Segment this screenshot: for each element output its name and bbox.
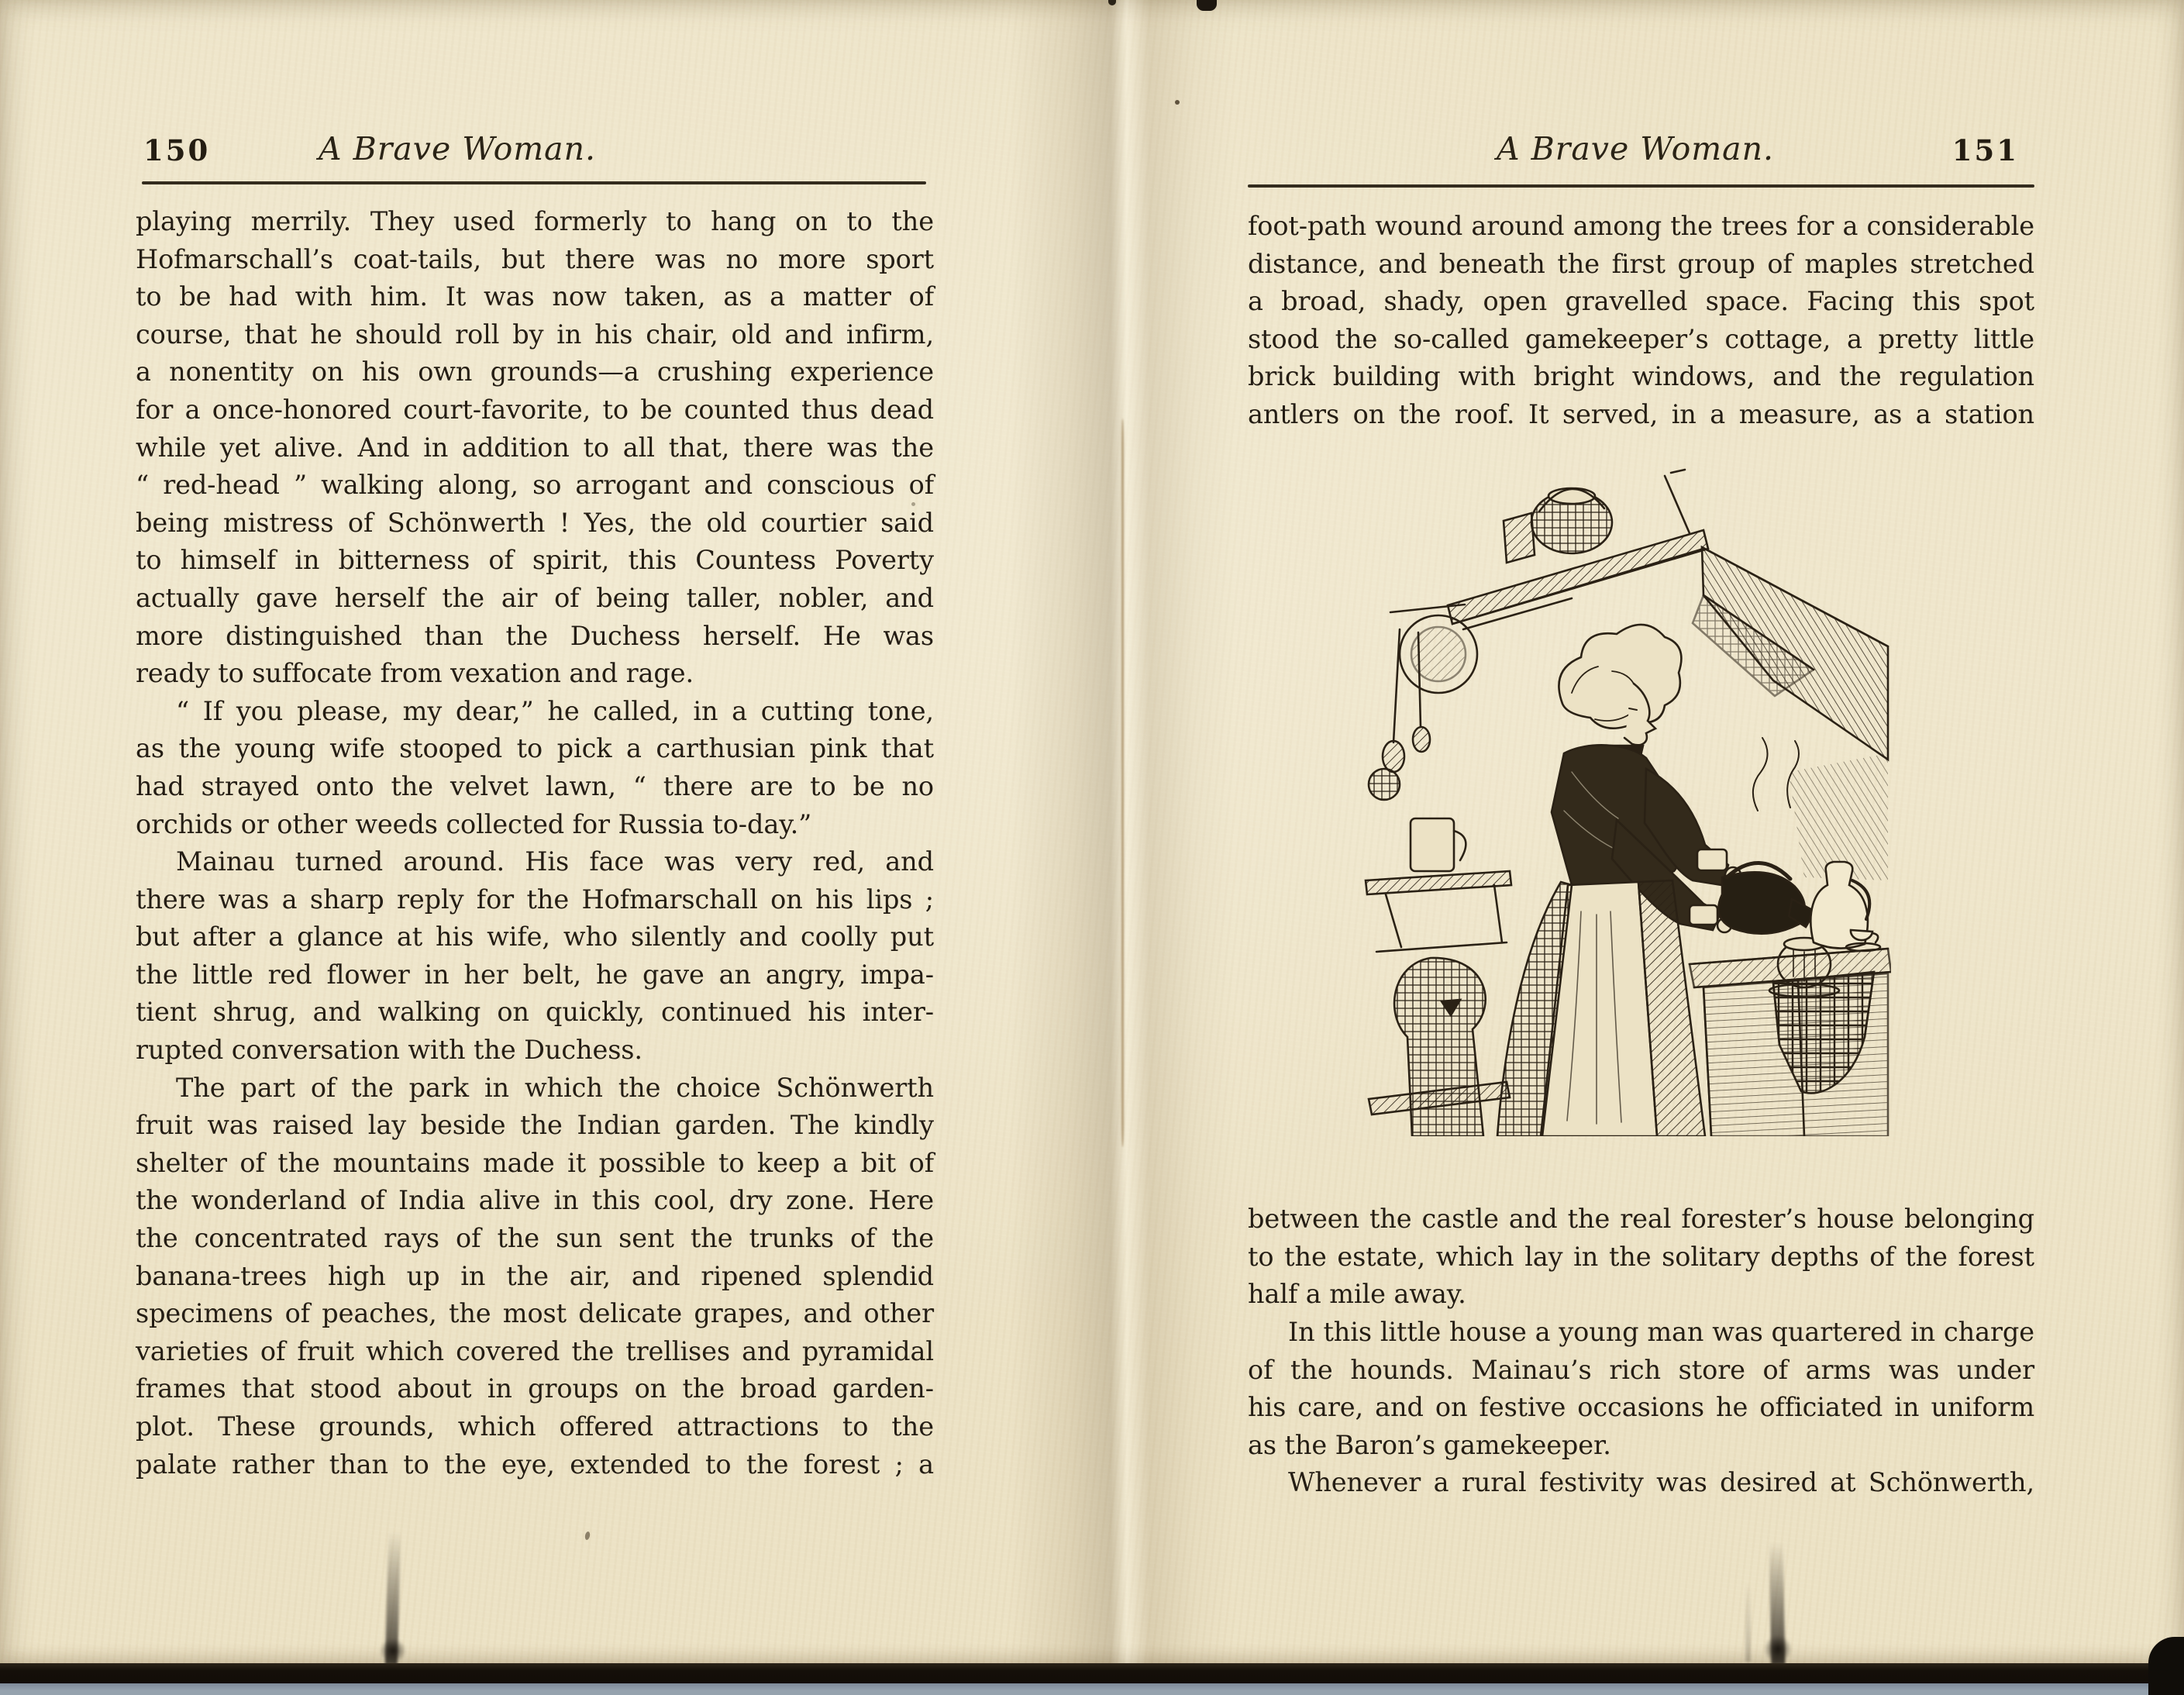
- text-line: palate rather than to the eye, extended to the forest ; a: [136, 1449, 934, 1480]
- header-rule-left: [142, 181, 926, 184]
- text-line: but after a glance at his wife, who silently and coolly put: [136, 922, 934, 953]
- ink-smudge-right-faint: [1745, 1581, 1751, 1662]
- text-line: In this little house a young man was quartered in charge: [1288, 1316, 2034, 1347]
- text-line: fruit was raised lay beside the Indian garden. The kindly: [136, 1110, 934, 1141]
- text-line: banana-trees high up in the air, and ripened splendid: [136, 1260, 934, 1291]
- scanner-background-strip: [0, 1683, 2184, 1695]
- header-rule-right: [1248, 184, 2034, 188]
- text-line: foot-path wound around among the trees for a considerable: [1248, 211, 2034, 241]
- ink-smudge-left-blob: [380, 1638, 406, 1663]
- text-line: for a once-honored court-favorite, to be counted thus dead: [136, 394, 934, 425]
- paragraph: [1248, 1314, 2034, 1464]
- gutter-top-nick: [1197, 0, 1217, 11]
- text-line: being mistress of Schönwerth ! Yes, the old courtier said: [136, 507, 934, 538]
- right-page-text: [1248, 208, 2034, 1502]
- text-line: as the Baron’s gamekeeper.: [1248, 1429, 1611, 1460]
- left-page: [136, 0, 934, 1665]
- right-page: [1248, 0, 2034, 1665]
- text-line: rupted conversation with the Duchess.: [136, 1035, 642, 1066]
- bottom-right-corner-shadow: [2148, 1637, 2184, 1695]
- text-line: to be had with him. It was now taken, as a matter of: [136, 281, 934, 312]
- paragraph: [136, 693, 934, 843]
- text-line: varieties of fruit which covered the trellises and pyramidal: [136, 1335, 934, 1366]
- text-line: as the young wife stooped to pick a carthusian pink that: [136, 733, 934, 764]
- text-line: the wonderland of India alive in this cool, dry zone. Here: [136, 1185, 934, 1216]
- text-line: orchids or other weeds collected for Russia to-day.”: [136, 808, 812, 839]
- text-line: shelter of the mountains made it possible to keep a bit of: [136, 1147, 934, 1178]
- text-line: Mainau turned around. His face was very red, and: [176, 846, 934, 877]
- running-title-left: A Brave Woman.: [318, 130, 597, 167]
- text-line: ready to suffocate from vexation and rage.: [136, 658, 694, 689]
- text-line: “ red-head ” walking along, so arrogant and conscious of: [136, 470, 934, 501]
- text-line: the concentrated rays of the sun sent the trunks of the: [136, 1223, 934, 1254]
- text-line: Whenever a rural festivity was desired at Schönwerth,: [1288, 1467, 2034, 1498]
- text-line: of the hounds. Mainau’s rich store of arms was under: [1248, 1354, 2034, 1385]
- text-line: distance, and beneath the first group of maples stretched: [1248, 248, 2034, 279]
- right-page-text-bottom: [1248, 1201, 2034, 1502]
- text-line: a nonentity on his own grounds—a crushing experience: [136, 357, 934, 388]
- text-line: between the castle and the real forester’s house belonging: [1248, 1204, 2034, 1235]
- text-line: to himself in bitterness of spirit, this Countess Poverty: [136, 545, 934, 576]
- paragraph: [136, 843, 934, 1070]
- text-line: stood the so-called gamekeeper’s cottage, a pretty little: [1248, 323, 2034, 354]
- paper-speck: [1175, 100, 1180, 105]
- text-line: half a mile away.: [1248, 1279, 1466, 1310]
- text-line: specimens of peaches, the most delicate grapes, and other: [136, 1298, 934, 1329]
- text-line: antlers on the roof. It served, in a measure, as a station: [1248, 398, 2034, 429]
- text-line: plot. These grounds, which offered attractions to the: [136, 1411, 934, 1442]
- paragraph: [136, 1070, 934, 1484]
- text-line: actually gave herself the air of being taller, nobler, and: [136, 582, 934, 613]
- paragraph: [1248, 1464, 2034, 1502]
- page-number-left: 150: [143, 133, 211, 167]
- text-line: to the estate, which lay in the solitary depths of the forest: [1248, 1241, 2034, 1272]
- text-line: the little red flower in her belt, he gave an angry, impa-: [136, 959, 934, 990]
- text-line: his care, and on festive occasions he officiated in uniform: [1248, 1392, 2034, 1423]
- text-line: a broad, shady, open gravelled space. Facing this spot: [1248, 286, 2034, 317]
- paragraph: [1248, 208, 2034, 434]
- text-line: had strayed onto the velvet lawn, “ there are to be no: [136, 770, 934, 801]
- text-line: “ If you please, my dear,” he called, in a cutting tone,: [176, 695, 934, 726]
- text-line: brick building with bright windows, and the regulation: [1248, 361, 2034, 392]
- right-page-text-top: [1248, 208, 2034, 434]
- text-line: more distinguished than the Duchess herself. He was: [136, 620, 934, 651]
- text-line: there was a sharp reply for the Hofmarschall on his lips ;: [136, 884, 934, 915]
- running-title-right: A Brave Woman.: [1496, 130, 1775, 167]
- text-line: The part of the park in which the choice Schönwerth: [176, 1072, 934, 1103]
- gutter-crease-line: [1121, 419, 1124, 1147]
- book-bottom-edge: [0, 1663, 2184, 1685]
- left-page-text: [136, 203, 934, 1483]
- text-line: course, that he should roll by in his chair, old and infirm,: [136, 319, 934, 350]
- text-line: Hofmarschall’s coat-tails, but there was no more sport: [136, 243, 934, 274]
- text-line: while yet alive. And in addition to all that, there was the: [136, 432, 934, 463]
- ink-smudge-right-blob: [1764, 1635, 1792, 1663]
- kitchen-illustration: [1339, 446, 1891, 1136]
- text-line: frames that stood about in groups on the broad garden-: [136, 1373, 934, 1404]
- paragraph: [1248, 1201, 2034, 1314]
- text-line: playing merrily. They used formerly to hang on to the: [136, 206, 934, 236]
- paragraph: [136, 203, 934, 693]
- text-line: tient shrug, and walking on quickly, continued his inter-: [136, 997, 934, 1028]
- page-number-right: 151: [1951, 133, 2019, 167]
